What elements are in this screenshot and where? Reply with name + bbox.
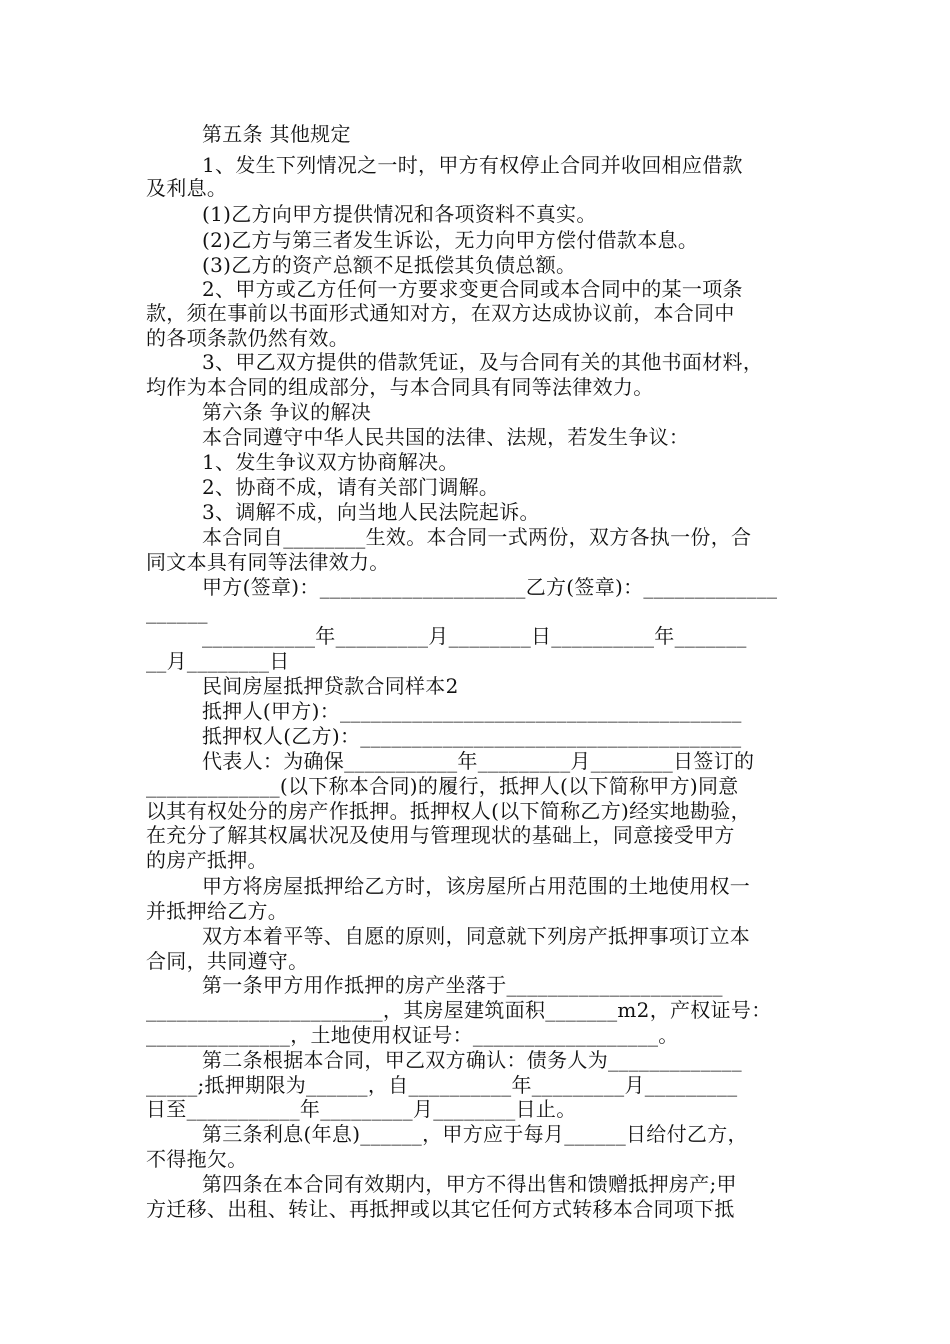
text-line: 方迁移、出租、转让、再抵押或以其它任何方式转移本合同项下抵	[146, 1197, 735, 1221]
article-5-heading: 第五条 其他规定	[202, 122, 351, 146]
text-line: 以其有权处分的房产作抵押。抵押权人(以下简称乙方)经实地勘验，	[146, 799, 751, 823]
contract-title: 民间房屋抵押贷款合同样本2	[202, 674, 459, 698]
mortgagor-line: 抵押人(甲方)：_______________________________________	[202, 699, 742, 723]
text-line: (3)乙方的资产总额不足抵偿其负债总额。	[202, 253, 577, 277]
text-line: (2)乙方与第三者发生诉讼，无力向甲方偿付借款本息。	[202, 228, 699, 252]
text-line: 不得拖欠。	[146, 1147, 248, 1171]
text-line: 合同，共同遵守。	[146, 949, 309, 973]
text-line: 1、发生争议双方协商解决。	[202, 450, 459, 474]
text-line: 1、发生下列情况之一时，甲方有权停止合同并收回相应借款	[202, 153, 743, 177]
text-line: 在充分了解其权属状况及使用与管理现状的基础上，同意接受甲方	[146, 823, 735, 847]
text-line: 的各项条款仍然有效。	[146, 326, 349, 350]
text-line: 3、甲乙双方提供的借款凭证，及与合同有关的其他书面材料，	[202, 350, 764, 374]
text-line: 代表人：为确保___________年_________月________日签订的	[202, 749, 755, 773]
text-line: 本合同自________生效。本合同一式两份，双方各执一份，合	[202, 525, 752, 549]
text-line: 均作为本合同的组成部分，与本合同具有同等法律效力。	[146, 375, 654, 399]
signature-line: 甲方(签章)：____________________乙方(签章)：_____________	[202, 575, 778, 599]
text-line: 及利息。	[146, 176, 228, 200]
text-line: 第二条根据本合同，甲乙双方确认：债务人为_____________	[202, 1048, 742, 1072]
article-6-heading: 第六条 争议的解决	[202, 400, 372, 424]
text-line: _____________(以下称本合同)的履行，抵押人(以下简称甲方)同意	[146, 774, 739, 798]
date-line: ___________年_________月________日__________年_______	[202, 624, 747, 648]
text-line: 双方本着平等、自愿的原则，同意就下列房产抵押事项订立本	[202, 924, 751, 948]
text-line: ______________，土地使用权证号：__________________。	[146, 1023, 679, 1047]
text-line: 款，须在事前以书面形式通知对方，在双方达成协议前，本合同中	[146, 301, 735, 325]
text-line: _______________________，其房屋建筑面积_______m2，产权证号：	[146, 998, 772, 1022]
mortgagee-line: 抵押权人(乙方)：_____________________________________	[202, 724, 742, 748]
text-line: 3、调解不成，向当地人民法院起诉。	[202, 500, 540, 524]
text-line: (1)乙方向甲方提供情况和各项资料不真实。	[202, 202, 597, 226]
text-line: 2、甲方或乙方任何一方要求变更合同或本合同中的某一项条	[202, 277, 743, 301]
text-line: 本合同遵守中华人民共国的法律、法规，若发生争议：	[202, 425, 690, 449]
text-line: _____;抵押期限为______，自__________年_________月_________	[146, 1073, 738, 1097]
text-line: 同文本具有同等法律效力。	[146, 550, 390, 574]
text-line: 第四条在本合同有效期内，甲方不得出售和馈赠抵押房产;甲	[202, 1172, 737, 1196]
text-line: 日至___________年_________月________日止。	[146, 1097, 577, 1121]
text-line: 甲方将房屋抵押给乙方时，该房屋所占用范围的土地使用权一	[202, 874, 751, 898]
text-line: 第一条甲方用作抵押的房产坐落于_____________________	[202, 973, 723, 997]
signature-line: ______	[146, 600, 208, 624]
date-line: __月________日	[146, 649, 290, 673]
text-line: 2、协商不成，请有关部门调解。	[202, 475, 500, 499]
text-line: 第三条利息(年息)______，甲方应于每月______日给付乙方，	[202, 1122, 748, 1146]
text-line: 的房产抵押。	[146, 848, 268, 872]
text-line: 并抵押给乙方。	[146, 899, 289, 923]
